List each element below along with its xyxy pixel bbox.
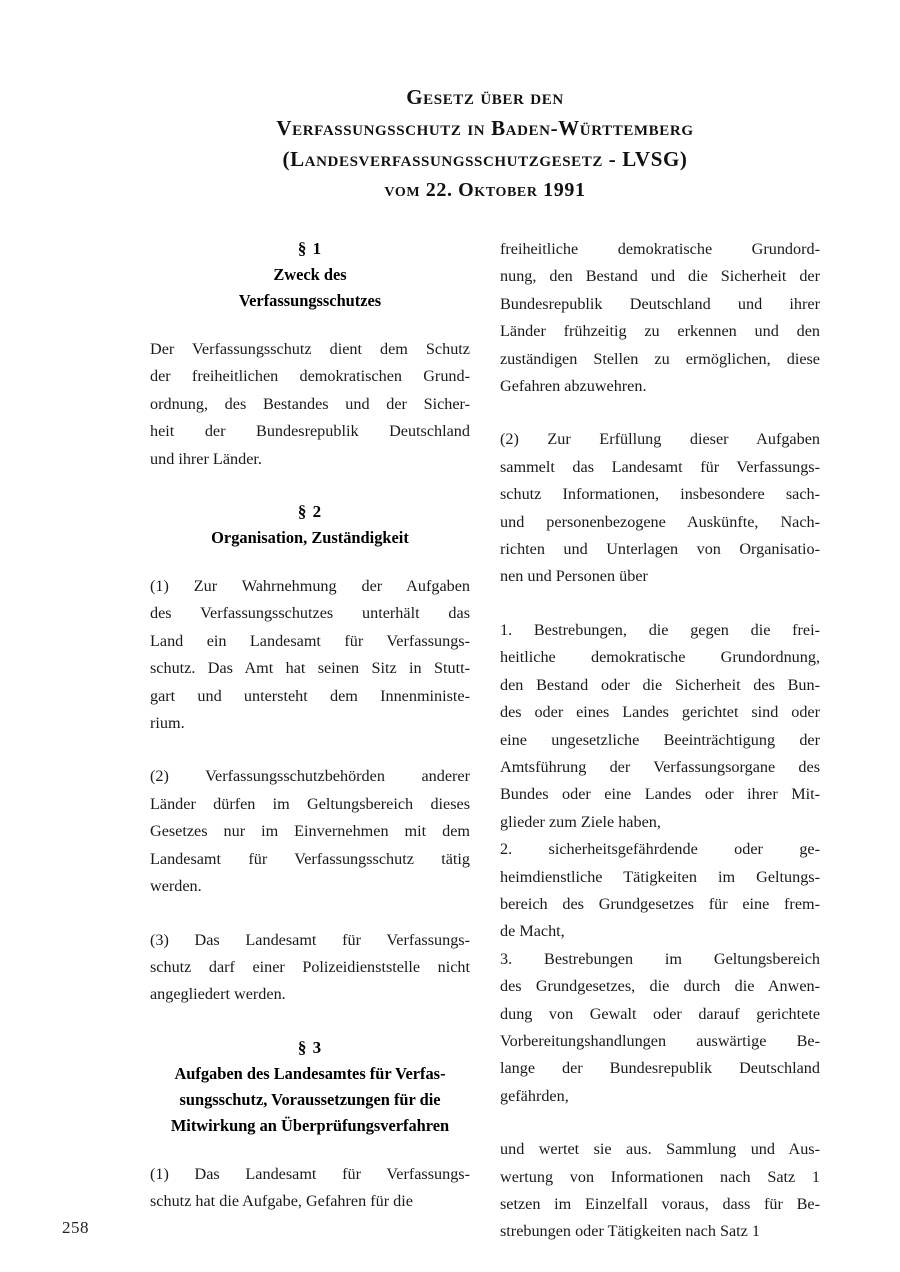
text-line: schutz. Das Amt hat seinen Sitz in Stutt- [150, 659, 470, 678]
text-line: gart und untersteht dem Innenministe- [150, 686, 470, 705]
text-line: (3) Das Landesamt für Verfassungs- [150, 930, 470, 949]
text-line: Bundesrepublik Deutschland und ihrer [500, 294, 820, 313]
text-line: Gefahren abzuwehren. [500, 377, 647, 396]
section-3-heading [150, 1035, 470, 1139]
section-3-paragraph-1 [150, 1161, 470, 1216]
text-line: Der Verfassungsschutz dient dem Schutz [150, 340, 470, 358]
section-3-number: § 3 [297, 1037, 323, 1057]
title-line-3: (Landesverfassungsschutzgesetz - LVSG) [282, 147, 688, 171]
text-line: (1) Das Landesamt für Verfassungs- [150, 1164, 470, 1183]
text-line: Bundes oder eine Landes oder ihrer Mit- [500, 785, 820, 804]
text-line: heitliche demokratische Grundordnung, [500, 648, 820, 667]
section-1-title-line-2: Verfassungsschutzes [238, 291, 382, 310]
text-line: schutz hat die Aufgabe, Gefahren für die [150, 1192, 413, 1211]
right-column [500, 236, 820, 1246]
text-line: (2) Verfassungsschutzbehörden anderer [150, 767, 470, 786]
section-1-paragraph [150, 336, 470, 473]
text-line: strebungen oder Tätigkeiten nach Satz 1 [500, 1222, 760, 1241]
text-line: nung, den Bestand und die Sicherheit der [500, 267, 820, 286]
section-2-title: Organisation, Zuständigkeit [211, 528, 409, 548]
text-line: zuständigen Stellen zu ermöglichen, diese [500, 349, 820, 368]
text-line: und ihrer Länder. [150, 449, 262, 468]
text-line: schutz Informationen, insbesondere sach- [500, 485, 820, 504]
text-line: angegliedert werden. [150, 985, 286, 1004]
section-2-number: § 2 [297, 502, 323, 522]
text-line: schutz darf einer Polizeidienststelle nicht [150, 957, 470, 976]
text-line: wertung von Informationen nach Satz 1 [500, 1167, 820, 1186]
text-line: glieder zum Ziele haben, [500, 812, 661, 831]
text-line: und personenbezogene Auskünfte, Nach- [500, 512, 820, 531]
text-line: 3. Bestrebungen im Geltungsbereich [500, 949, 820, 968]
text-line: richten und Unterlagen von Organisatio- [500, 540, 820, 559]
section-3-title-line-1: Aufgaben des Landesamtes für Verfas- [174, 1063, 446, 1083]
enumeration-item-1 [500, 617, 820, 836]
section-3-title-line-3: Mitwirkung an Überprüfungsverfahren [170, 1115, 450, 1135]
section-1-number: § 1 [297, 239, 323, 258]
section-2-paragraph-2 [150, 763, 470, 900]
text-line: setzen im Einzelfall voraus, dass für Be- [500, 1195, 820, 1213]
text-line: Land ein Landesamt für Verfassungs- [150, 631, 470, 650]
title-line-1: Gesetz über den [406, 85, 564, 109]
text-line: (1) Zur Wahrnehmung der Aufgaben [150, 577, 470, 596]
text-line: und wertet sie aus. Sammlung und Aus- [500, 1140, 820, 1159]
text-line: der freiheitlichen demokratischen Grund- [150, 367, 470, 386]
left-column [150, 236, 470, 1216]
text-line: den Bestand oder die Sicherheit des Bun- [500, 675, 820, 694]
text-line: de Macht, [500, 922, 565, 941]
text-line: Vorbereitungshandlungen auswärtige Be- [500, 1031, 820, 1050]
text-line: bereich des Grundgesetzes für eine frem- [500, 894, 820, 913]
title-line-2: Verfassungsschutz in Baden-Württemberg [276, 116, 694, 140]
text-line: freiheitliche demokratische Grundord- [500, 240, 820, 258]
enumeration-item-2 [500, 836, 820, 946]
text-line: (2) Zur Erfüllung dieser Aufgaben [500, 430, 820, 449]
text-line: gefährden, [500, 1086, 569, 1105]
text-line: heit der Bundesrepublik Deutschland [150, 422, 470, 441]
text-line: des Verfassungsschutzes unterhält das [150, 604, 470, 623]
text-line: Länder frühzeitig zu erkennen und den [500, 322, 820, 341]
text-line: Länder dürfen im Geltungsbereich dieses [150, 794, 470, 813]
text-line: Amtsführung der Verfassungsorgane des [500, 757, 820, 776]
text-line: nen und Personen über [500, 567, 648, 586]
section-2-heading [150, 499, 470, 551]
section-3-paragraph-1-continued [500, 236, 820, 400]
text-line: des Grundgesetzes, die durch die Anwen- [500, 977, 820, 996]
text-line: 1. Bestrebungen, die gegen die frei- [500, 620, 820, 639]
section-2-paragraph-1 [150, 573, 470, 737]
section-1-heading [150, 236, 470, 314]
text-line: rium. [150, 714, 185, 733]
text-line: 2. sicherheitsgefährdende oder ge- [500, 840, 820, 859]
document-title [150, 82, 820, 206]
section-3-paragraph-2 [500, 426, 820, 590]
text-line: Landesamt für Verfassungsschutz tätig [150, 849, 470, 868]
section-1-title-line-1: Zweck des [273, 265, 347, 284]
text-line: des oder eines Landes gerichtet sind oder [500, 703, 820, 722]
text-line: lange der Bundesrepublik Deutschland [500, 1059, 820, 1078]
page-number: 258 [62, 1218, 89, 1237]
text-line: ordnung, des Bestandes und der Sicher- [150, 394, 470, 413]
text-line: dung von Gewalt oder darauf gerichtete [500, 1004, 820, 1023]
text-line: werden. [150, 877, 202, 896]
text-line: sammelt das Landesamt für Verfassungs- [500, 457, 820, 476]
section-2-paragraph-3 [150, 927, 470, 1009]
text-line: eine ungesetzliche Beeinträchtigung der [500, 730, 820, 749]
text-line: heimdienstliche Tätigkeiten im Geltungs- [500, 867, 820, 886]
enumeration-item-3 [500, 946, 820, 1110]
closing-paragraph [500, 1136, 820, 1246]
title-line-4: vom 22. Oktober 1991 [384, 179, 586, 201]
section-3-title-line-2: sungsschutz, Voraussetzungen für die [179, 1089, 441, 1109]
text-line: Gesetzes nur im Einvernehmen mit dem [150, 822, 470, 841]
